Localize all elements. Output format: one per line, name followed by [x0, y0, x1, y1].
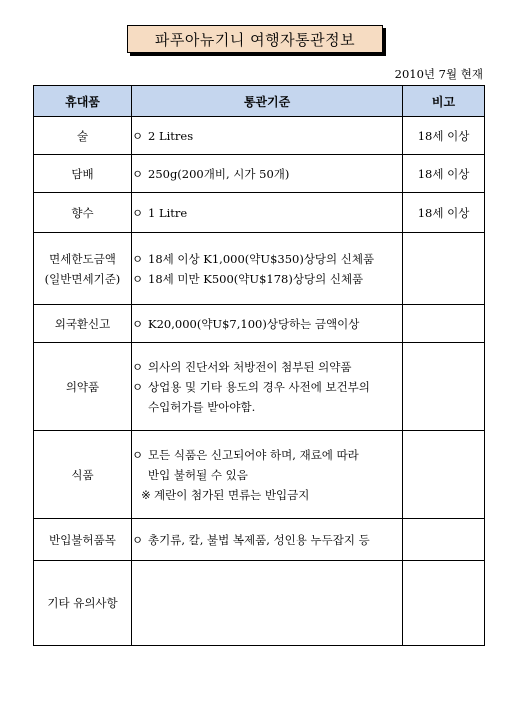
customs-table [33, 85, 485, 646]
item-alcohol: 술 [34, 117, 132, 155]
note-dutyfree [403, 233, 485, 305]
criteria-perfume [132, 193, 403, 233]
bullet-mark: ㅇ [132, 166, 144, 181]
bullet-mark: ㅇ [132, 447, 144, 462]
note-alcohol: 18세 이상 [403, 117, 485, 155]
bullet-mark: ㅇ [132, 379, 144, 394]
table-row-perfume [34, 193, 485, 233]
note-food [403, 431, 485, 519]
table-row-medicine [34, 343, 485, 431]
item-dutyfree-line2: (일반면세기준) [44, 271, 121, 286]
table-row-other [34, 561, 485, 646]
note-medicine [403, 343, 485, 431]
table-row-food [34, 431, 485, 519]
header-criteria: 통관기준 [132, 86, 403, 117]
criteria-tobacco [132, 155, 403, 193]
reference-mark: ※ [141, 487, 151, 502]
table-row-prohibited [34, 519, 485, 561]
note-other [403, 561, 485, 646]
item-currency: 외국환신고 [34, 305, 132, 343]
note-perfume: 18세 이상 [403, 193, 485, 233]
criteria-alcohol [132, 117, 403, 155]
item-dutyfree-line1: 면세한도금액 [49, 251, 116, 266]
item-food: 식품 [34, 431, 132, 519]
criteria-text: 모든 식품은 신고되어야 하며, 재료에 따라 [148, 447, 359, 462]
bullet-mark: ㅇ [132, 532, 144, 547]
item-prohibited: 반입불허품목 [34, 519, 132, 561]
criteria-text: 총기류, 칼, 불법 복제품, 성인용 누두잡지 등 [148, 532, 370, 547]
bullet-mark: ㅇ [132, 359, 144, 374]
criteria-text: 250g(200개비, 시가 50개) [148, 166, 290, 181]
criteria-food [132, 431, 403, 519]
date-note: 2010년 7월 현재 [394, 67, 483, 81]
page-title: 파푸아뉴기니 여행자통관정보 [127, 25, 383, 53]
criteria-text: 의사의 진단서와 처방전이 첨부된 의약품 [148, 359, 352, 374]
note-currency [403, 305, 485, 343]
item-tobacco: 담배 [34, 155, 132, 193]
criteria-prohibited [132, 519, 403, 561]
header-item: 휴대품 [34, 86, 132, 117]
criteria-currency [132, 305, 403, 343]
table-row-tobacco [34, 155, 485, 193]
criteria-other [132, 561, 403, 646]
item-medicine: 의약품 [34, 343, 132, 431]
criteria-text-continued: 반입 불허될 수 있음 [148, 467, 248, 482]
note-prohibited [403, 519, 485, 561]
table-row-alcohol [34, 117, 485, 155]
bullet-mark: ㅇ [132, 128, 144, 143]
criteria-text: 18세 미만 K500(약U$178)상당의 신체품 [148, 271, 364, 286]
item-other: 기타 유의사항 [34, 561, 132, 646]
criteria-dutyfree [132, 233, 403, 305]
criteria-text: 계란이 첨가된 면류는 반입금지 [154, 487, 310, 502]
table-row-currency [34, 305, 485, 343]
table-row-dutyfree [34, 233, 485, 305]
criteria-text: 상업용 및 기타 용도의 경우 사전에 보건부의 [148, 379, 370, 394]
bullet-mark: ㅇ [132, 316, 144, 331]
criteria-text: 1 Litre [148, 205, 188, 220]
bullet-mark: ㅇ [132, 205, 144, 220]
table-header-row [34, 86, 485, 117]
item-perfume: 향수 [34, 193, 132, 233]
bullet-mark: ㅇ [132, 271, 144, 286]
criteria-text: K20,000(약U$7,100)상당하는 금액이상 [148, 316, 360, 331]
header-note: 비고 [403, 86, 485, 117]
criteria-text-continued: 수입허가를 받아야함. [148, 399, 256, 414]
criteria-medicine [132, 343, 403, 431]
criteria-text: 2 Litres [148, 128, 194, 143]
note-tobacco: 18세 이상 [403, 155, 485, 193]
bullet-mark: ㅇ [132, 251, 144, 266]
item-dutyfree [34, 233, 132, 305]
criteria-text: 18세 이상 K1,000(약U$350)상당의 신체품 [148, 251, 375, 266]
